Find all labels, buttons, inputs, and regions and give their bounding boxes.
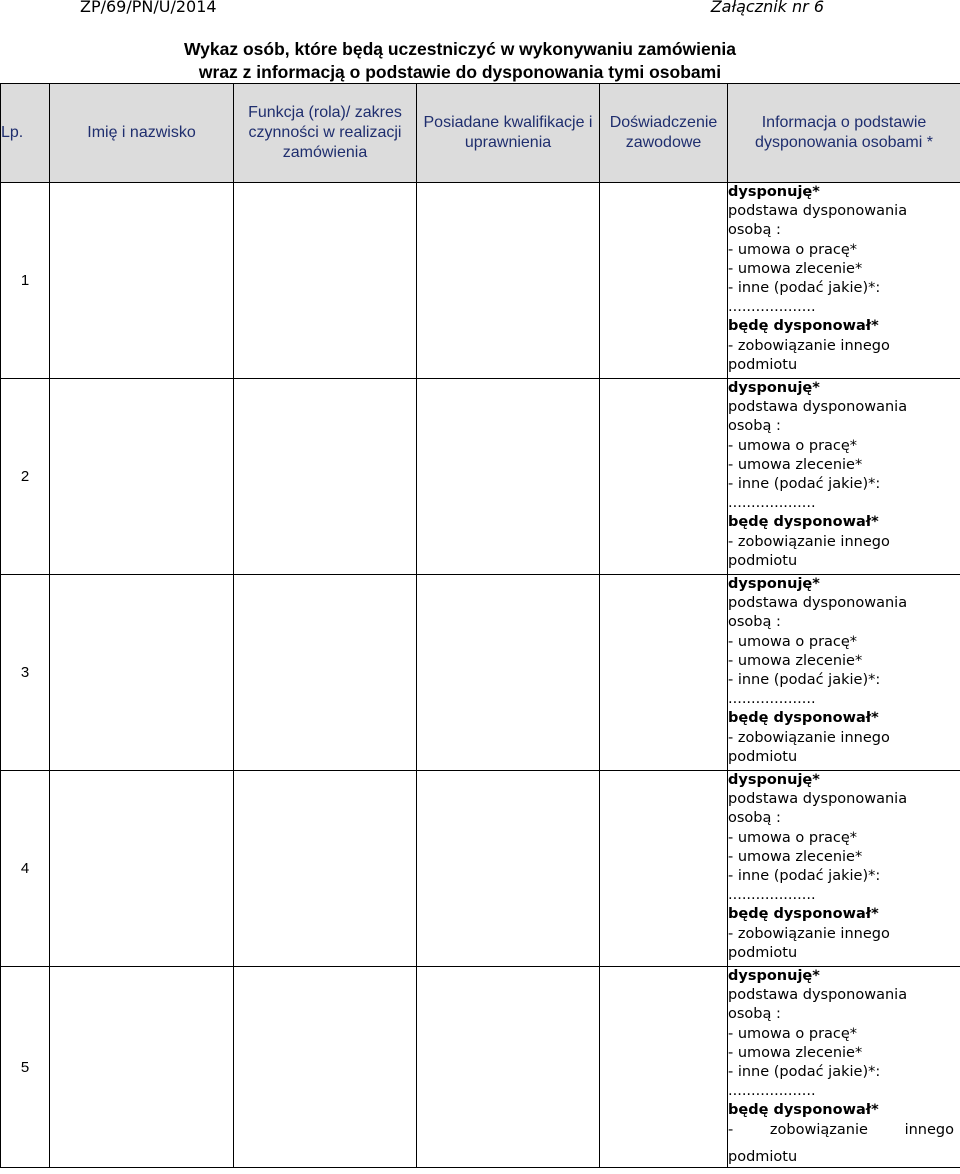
option-other: - inne (podać jakie)*: [728,868,881,885]
option-mandate-contract: - umowa zlecenie* [728,1044,863,1061]
qualifications-cell[interactable] [417,379,600,575]
option-third-party: - zobowiązanie innego [728,925,890,942]
option-third-party-dash: - [728,1121,734,1138]
option-third-party-cont: podmiotu [728,356,798,373]
name-cell[interactable] [50,183,234,379]
table-row [1,575,960,771]
function-cell[interactable] [234,771,417,967]
disposal-info-cell [728,183,960,379]
disposal-info-cell [728,575,960,771]
disposal-future-label: będę dysponował* [728,1102,879,1119]
option-other: - inne (podać jakie)*: [728,1064,881,1081]
disposal-basis-label: podstawa dysponowania [728,399,908,416]
option-employment-contract: - umowa o pracę* [728,1025,858,1042]
option-third-party-word: innego [904,1121,954,1138]
persons-table [0,83,960,1168]
option-mandate-contract: - umowa zlecenie* [728,848,863,865]
document-reference: ZP/69/PN/U/2014 [80,0,217,16]
qualifications-cell[interactable] [417,967,600,1168]
option-mandate-contract: - umowa zlecenie* [728,652,863,669]
disposal-basis-label-cont: osobą : [728,810,781,827]
disposal-info-cell [728,379,960,575]
disposal-own-label: dysponuję* [728,576,820,592]
option-employment-contract: - umowa o pracę* [728,633,858,650]
name-cell[interactable] [50,771,234,967]
disposal-basis-label: podstawa dysponowania [728,203,908,220]
option-other: - inne (podać jakie)*: [728,476,881,493]
experience-cell[interactable] [600,967,728,1168]
table-row [1,379,960,575]
table-header-row [1,84,960,183]
disposal-own-label: dysponuję* [728,184,820,200]
header-function: Funkcja (rola)/ zakres czynności w realizacji zamówienia [234,84,417,183]
option-third-party: - zobowiązanie innego [728,337,890,354]
option-other-blank: ................... [728,495,816,512]
table-row [1,967,960,1168]
header-lp: Lp. [1,84,50,183]
function-cell[interactable] [234,967,417,1168]
header-experience: Doświadczenie zawodowe [600,84,728,183]
option-third-party-cont: podmiotu [728,1148,798,1165]
disposal-basis-label: podstawa dysponowania [728,791,908,808]
page-title-line-2: wraz z informacją o podstawie do dysponowania tymi osobami [198,62,722,82]
function-cell[interactable] [234,575,417,771]
disposal-basis-label-cont: osobą : [728,614,781,631]
experience-cell[interactable] [600,771,728,967]
experience-cell[interactable] [600,575,728,771]
table-row [1,771,960,967]
experience-cell[interactable] [600,379,728,575]
header-qualifications: Posiadane kwalifikacje i uprawnienia [417,84,600,183]
name-cell[interactable] [50,379,234,575]
option-third-party: - zobowiązanie innego [728,533,890,550]
function-cell[interactable] [234,379,417,575]
attachment-label: Załącznik nr 6 [710,0,824,16]
row-number: 1 [1,183,50,379]
disposal-basis-label-cont: osobą : [728,222,781,239]
disposal-basis-label: podstawa dysponowania [728,595,908,612]
row-number: 5 [1,967,50,1168]
option-third-party-cont: podmiotu [728,748,798,765]
disposal-future-label: będę dysponował* [728,318,879,335]
option-other-blank: ................... [728,1083,816,1100]
disposal-basis-label-cont: osobą : [728,418,781,435]
row-number: 3 [1,575,50,771]
disposal-basis-label: podstawa dysponowania [728,987,908,1004]
option-other-blank: ................... [728,887,816,904]
disposal-own-label: dysponuję* [728,380,820,396]
row-number: 2 [1,379,50,575]
option-other-blank: ................... [728,299,816,316]
option-third-party [728,1121,960,1140]
document-header [0,0,960,20]
page-title-line-1: Wykaz osób, które będą uczestniczyć w wykonywaniu zamówienia [183,39,737,59]
option-third-party-cont: podmiotu [728,944,798,961]
option-other: - inne (podać jakie)*: [728,280,881,297]
option-employment-contract: - umowa o pracę* [728,241,858,258]
disposal-future-label: będę dysponował* [728,710,879,727]
option-third-party-word: zobowiązanie [769,1121,868,1138]
table-row [1,183,960,379]
header-name: Imię i nazwisko [50,84,234,183]
option-third-party: - zobowiązanie innego [728,729,890,746]
qualifications-cell[interactable] [417,183,600,379]
option-third-party-cont: podmiotu [728,552,798,569]
disposal-info-cell [728,771,960,967]
disposal-own-label: dysponuję* [728,772,820,788]
option-employment-contract: - umowa o pracę* [728,829,858,846]
qualifications-cell[interactable] [417,575,600,771]
disposal-future-label: będę dysponował* [728,514,879,531]
function-cell[interactable] [234,183,417,379]
disposal-future-label: będę dysponował* [728,906,879,923]
option-employment-contract: - umowa o pracę* [728,437,858,454]
header-disposal-info: Informacja o podstawie dysponowania osobami * [728,84,960,183]
name-cell[interactable] [50,575,234,771]
experience-cell[interactable] [600,183,728,379]
row-number: 4 [1,771,50,967]
disposal-info-cell [728,967,960,1168]
option-mandate-contract: - umowa zlecenie* [728,456,863,473]
qualifications-cell[interactable] [417,771,600,967]
option-other-blank: ................... [728,691,816,708]
option-other: - inne (podać jakie)*: [728,672,881,689]
disposal-basis-label-cont: osobą : [728,1006,781,1023]
option-mandate-contract: - umowa zlecenie* [728,260,863,277]
disposal-own-label: dysponuję* [728,968,820,984]
name-cell[interactable] [50,967,234,1168]
